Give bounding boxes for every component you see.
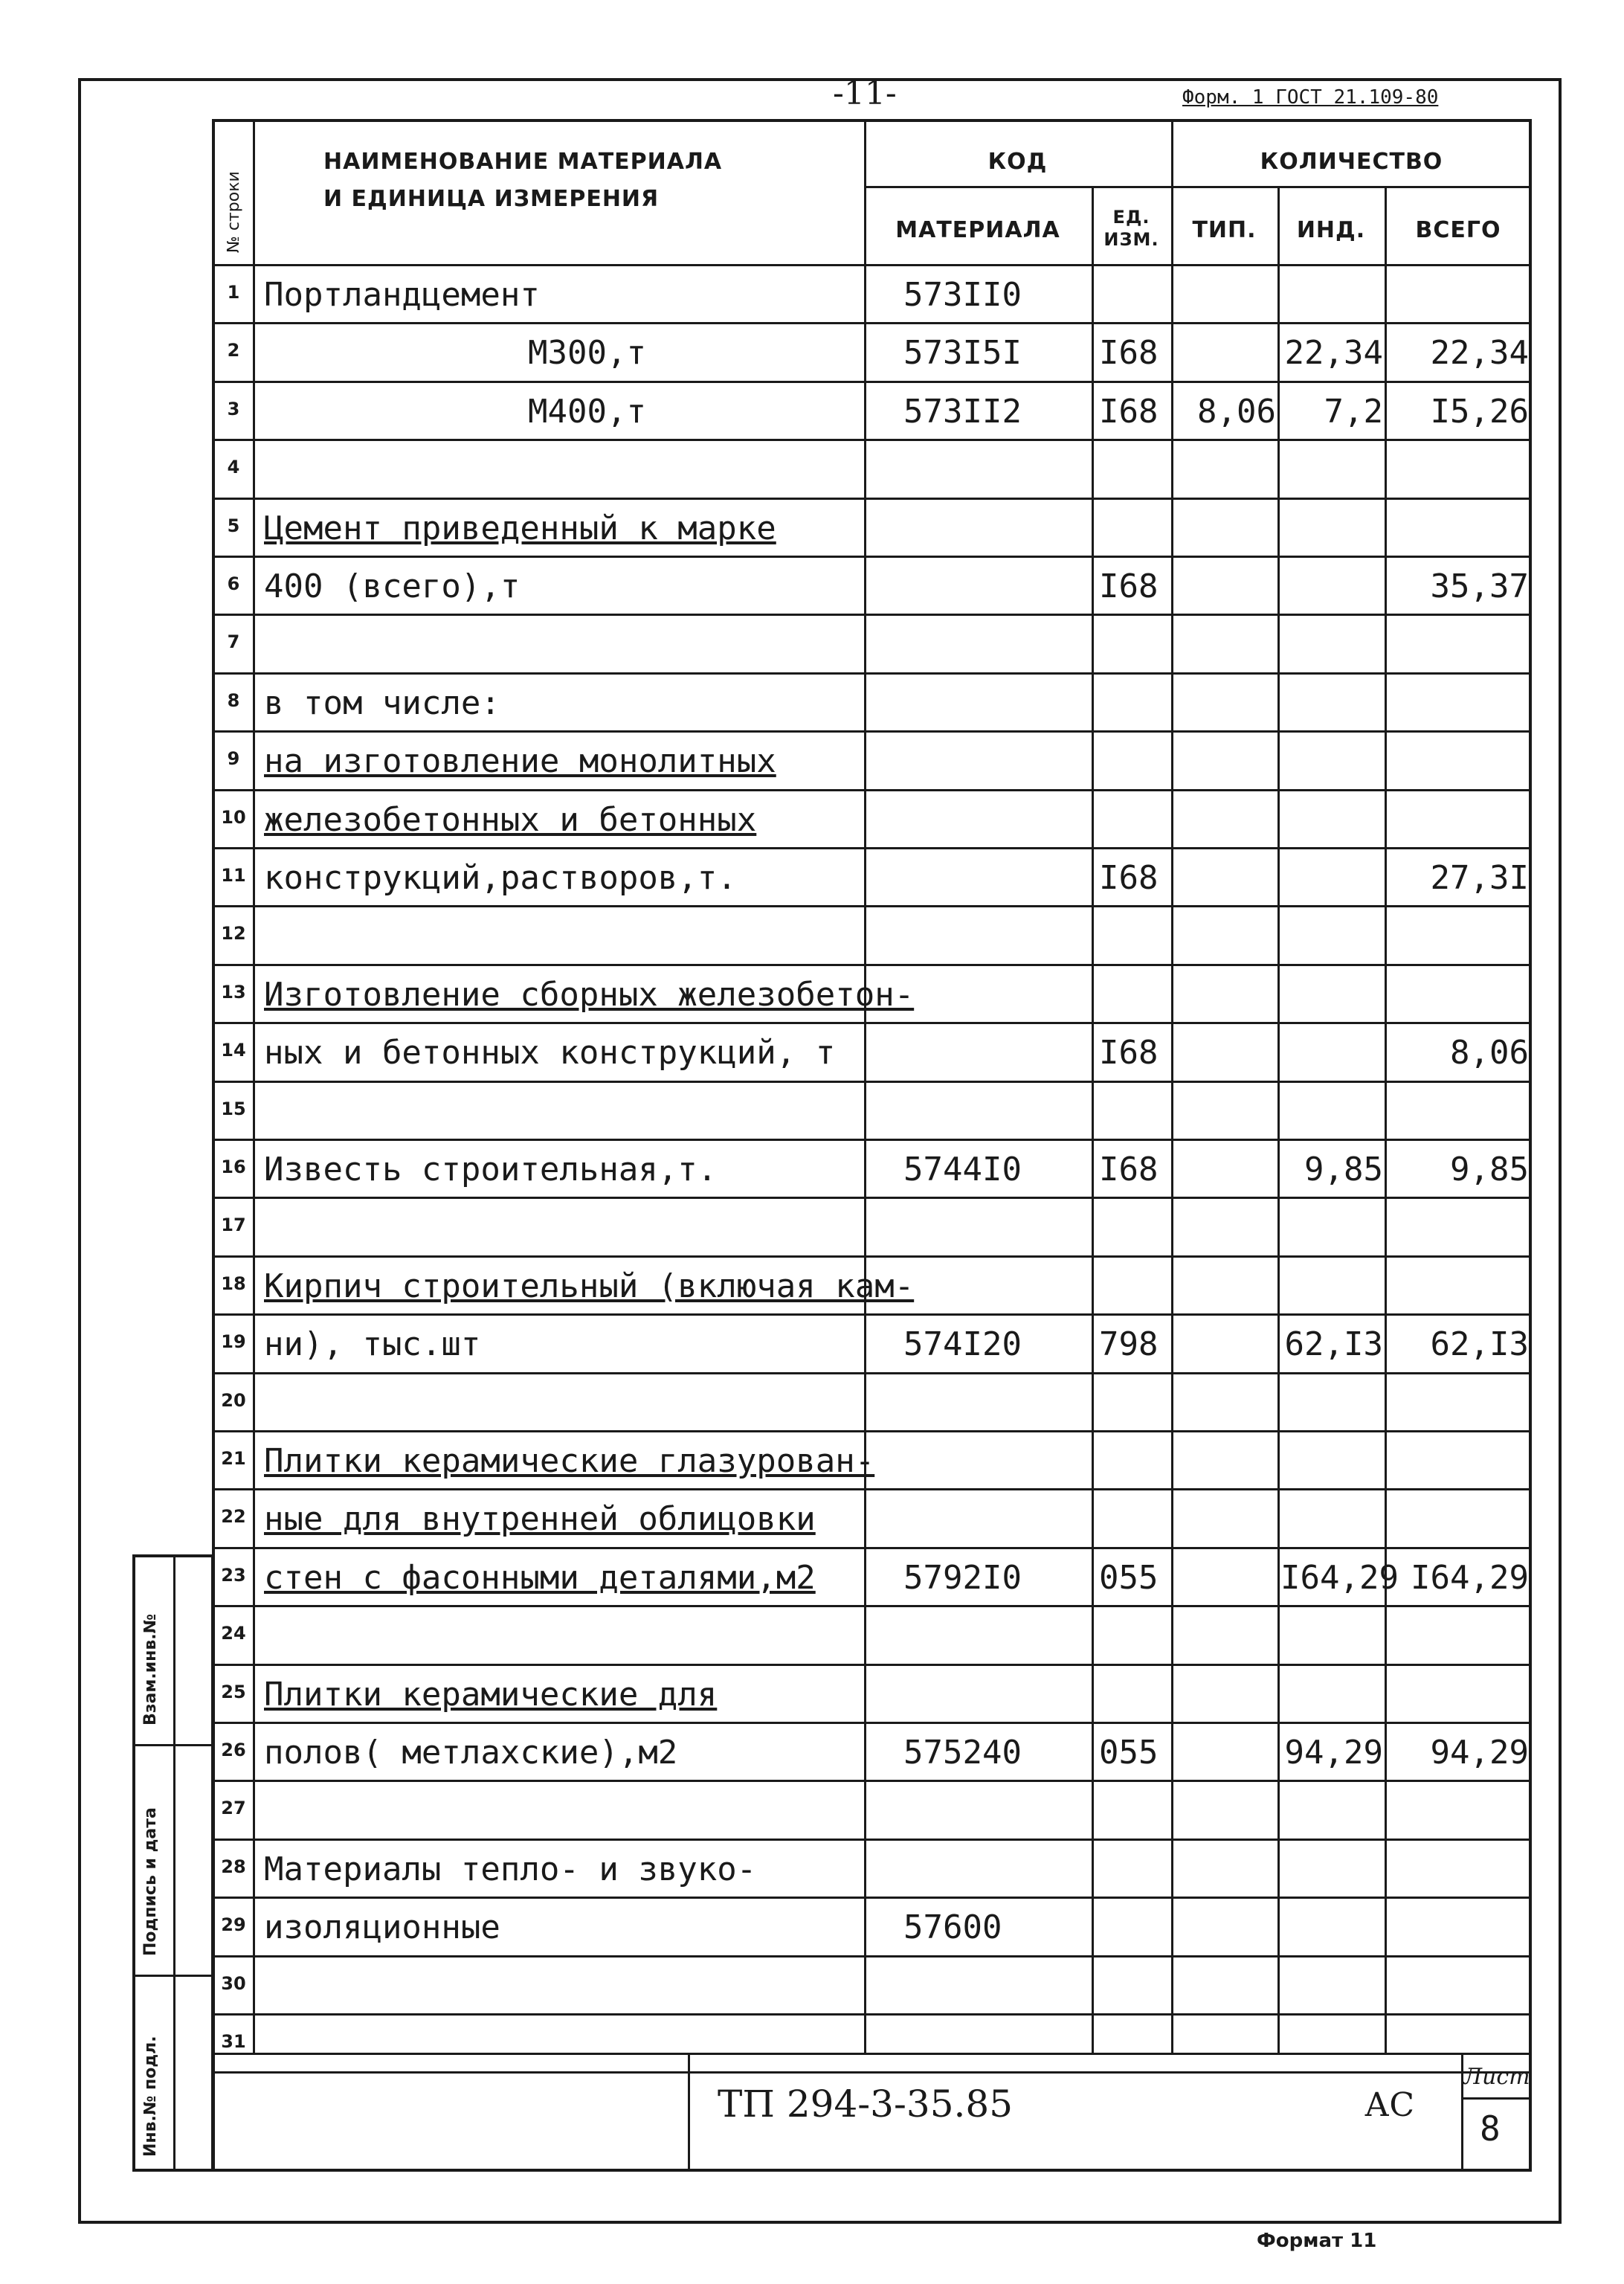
material-name: 400 (всего),т xyxy=(264,567,521,605)
quantity-total: 22,34 xyxy=(1430,334,1529,373)
table-row xyxy=(0,614,1624,672)
row-number: 31 xyxy=(221,2031,246,2052)
material-name: железобетонных и бетонных xyxy=(264,800,757,839)
side-stamp-replace-inv: Взам.инв.№ xyxy=(141,1613,160,1725)
table-row xyxy=(0,1313,1624,1371)
material-name: полов( метлахские),м2 xyxy=(264,1734,678,1772)
table-row xyxy=(0,1372,1624,1430)
table-row xyxy=(0,1139,1624,1197)
material-name: конструкций,растворов,т. xyxy=(264,859,737,897)
material-name: в том числе: xyxy=(264,683,500,722)
header-name-line1: НАИМЕНОВАНИЕ МАТЕРИАЛА xyxy=(323,149,723,175)
row-number: 15 xyxy=(221,1098,246,1119)
material-name: стен с фасонными деталями,м2 xyxy=(264,1558,816,1597)
row-number: 28 xyxy=(221,1856,246,1877)
row-number: 10 xyxy=(221,806,246,828)
row-number: 16 xyxy=(221,1157,246,1177)
row-number: 4 xyxy=(227,457,240,478)
document-code: ТП 294-3-35.85 xyxy=(718,2082,1014,2126)
material-name: Цемент приведенный к марке xyxy=(264,509,776,547)
header-quantity: КОЛИЧЕСТВО xyxy=(1260,149,1443,175)
material-name: ных и бетонных конструкций, т xyxy=(264,1034,836,1072)
table-row xyxy=(0,2013,1624,2071)
row-number: 13 xyxy=(221,981,246,1003)
quantity-total: 35,37 xyxy=(1430,567,1529,605)
title-block-sheet-line xyxy=(1461,2097,1532,2100)
quantity-total: 9,85 xyxy=(1450,1151,1529,1188)
table-row xyxy=(0,556,1624,614)
quantity-ind: 7,2 xyxy=(1324,392,1383,431)
row-number: 3 xyxy=(227,398,240,419)
table-row xyxy=(0,1081,1624,1139)
table-row xyxy=(0,1430,1624,1488)
table-row xyxy=(0,730,1624,788)
table-row xyxy=(0,439,1624,497)
material-name: Портландцемент xyxy=(264,276,540,314)
material-name: Изготовление сборных железобетон- xyxy=(264,975,915,1014)
row-number: 22 xyxy=(221,1506,246,1528)
table-row xyxy=(0,381,1624,439)
row-number: 9 xyxy=(227,748,240,770)
side-stamp-divider xyxy=(173,1554,175,2172)
side-stamp-sign-date: Подпись и дата xyxy=(141,1807,160,1956)
material-name: ни), тыс.шт xyxy=(264,1325,481,1364)
material-code: 575240 xyxy=(903,1734,1022,1772)
row-number: 8 xyxy=(227,689,240,711)
header-typ: ТИП. xyxy=(1192,217,1257,243)
header-code: КОД xyxy=(987,149,1048,175)
unit-code: I68 xyxy=(1099,392,1159,431)
table-row xyxy=(0,264,1624,322)
quantity-total: 8,06 xyxy=(1450,1034,1529,1072)
unit-code: I68 xyxy=(1099,859,1159,897)
header-total: ВСЕГО xyxy=(1415,217,1501,243)
row-number: 30 xyxy=(221,1972,246,1994)
table-row xyxy=(0,322,1624,380)
header-name-line2: И ЕДИНИЦА ИЗМЕРЕНИЯ xyxy=(323,186,660,212)
table-row xyxy=(0,1605,1624,1663)
unit-code: 798 xyxy=(1099,1325,1159,1364)
title-block-top xyxy=(212,2053,1532,2055)
row-number: 21 xyxy=(221,1448,246,1469)
table-row xyxy=(0,1839,1624,1897)
sheet-number: 8 xyxy=(1480,2108,1501,2149)
unit-code: I68 xyxy=(1099,1151,1159,1188)
row-number: 19 xyxy=(221,1331,246,1353)
table-row xyxy=(0,1255,1624,1313)
table-row xyxy=(0,1897,1624,1955)
unit-code: I68 xyxy=(1099,1034,1159,1072)
row-number: 26 xyxy=(221,1740,246,1760)
quantity-ind: 9,85 xyxy=(1304,1151,1383,1188)
row-number: 5 xyxy=(227,515,240,536)
material-code: 5744I0 xyxy=(903,1151,1022,1188)
table-row xyxy=(0,1955,1624,2013)
material-name: Материалы тепло- и звуко- xyxy=(264,1850,757,1888)
row-number: 6 xyxy=(227,573,240,594)
material-name: М300,т xyxy=(528,334,646,373)
title-block-divider xyxy=(688,2053,690,2172)
row-number: 25 xyxy=(221,1681,246,1702)
table-row xyxy=(0,672,1624,730)
row-number: 11 xyxy=(221,865,246,886)
document-mark: АС xyxy=(1364,2086,1414,2124)
page-number: -11- xyxy=(833,74,897,112)
quantity-typ: 8,06 xyxy=(1197,392,1276,431)
header-ind: ИНД. xyxy=(1296,217,1366,243)
material-name: М400,т xyxy=(528,392,646,431)
table-row xyxy=(0,964,1624,1022)
row-number: 29 xyxy=(221,1914,246,1936)
quantity-total: 94,29 xyxy=(1430,1734,1529,1772)
row-number: 14 xyxy=(221,1040,246,1061)
table-row xyxy=(0,789,1624,847)
quantity-ind: 62,I3 xyxy=(1284,1325,1383,1364)
header-unit-line1: ЕД. xyxy=(1112,207,1150,228)
table-row xyxy=(0,905,1624,963)
quantity-ind: 22,34 xyxy=(1284,334,1383,373)
row-number: 27 xyxy=(221,1798,246,1819)
row-number: 23 xyxy=(221,1564,246,1586)
row-number: 12 xyxy=(221,923,246,945)
quantity-total: I64,29 xyxy=(1411,1558,1529,1597)
format-note: Формат 11 xyxy=(1257,2230,1377,2252)
quantity-total: 27,3I xyxy=(1430,859,1529,897)
header-row-number: № строки xyxy=(225,171,243,253)
table-row xyxy=(0,498,1624,556)
material-code: 574I20 xyxy=(903,1325,1022,1364)
material-code: 573II2 xyxy=(903,392,1022,431)
table-row xyxy=(0,1197,1624,1255)
quantity-ind: 94,29 xyxy=(1284,1734,1383,1772)
unit-code: 055 xyxy=(1099,1558,1159,1597)
table-row xyxy=(0,1547,1624,1605)
table-row xyxy=(0,1022,1624,1080)
material-name: Плитки керамические для xyxy=(264,1675,718,1714)
row-line xyxy=(212,2071,1532,2074)
row-number: 1 xyxy=(227,282,240,303)
material-name: ные для внутренней облицовки xyxy=(264,1500,816,1539)
row-number: 20 xyxy=(221,1389,246,1411)
table-row xyxy=(0,1664,1624,1722)
material-name: изоляционные xyxy=(264,1908,500,1947)
row-number: 2 xyxy=(227,340,240,361)
form-note: Форм. 1 ГОСТ 21.109-80 xyxy=(1182,86,1439,109)
material-name: на изготовление монолитных xyxy=(264,742,776,781)
table-row xyxy=(0,847,1624,905)
table-row xyxy=(0,1780,1624,1838)
material-code: 573II0 xyxy=(903,276,1022,314)
header-sub-line xyxy=(864,186,1532,188)
material-code: 573I5I xyxy=(903,334,1022,373)
material-name: Известь строительная,т. xyxy=(264,1151,718,1188)
row-number: 24 xyxy=(221,1623,246,1644)
material-name: Плитки керамические глазурован- xyxy=(264,1442,875,1480)
material-code: 57600 xyxy=(903,1908,1002,1947)
material-code: 5792I0 xyxy=(903,1558,1022,1597)
row-number: 7 xyxy=(227,631,240,653)
header-unit-line2: ИЗМ. xyxy=(1103,229,1159,250)
quantity-ind: I64,29 xyxy=(1280,1558,1399,1597)
quantity-total: I5,26 xyxy=(1430,392,1529,431)
table-row xyxy=(0,1488,1624,1546)
unit-code: I68 xyxy=(1099,567,1159,605)
quantity-total: 62,I3 xyxy=(1430,1325,1529,1364)
unit-code: 055 xyxy=(1099,1734,1159,1772)
side-stamp-inv-no: Инв.№ подл. xyxy=(141,2036,160,2157)
material-name: Кирпич строительный (включая кам- xyxy=(264,1267,915,1305)
unit-code: I68 xyxy=(1099,334,1159,373)
row-number: 18 xyxy=(221,1273,246,1294)
row-number: 17 xyxy=(221,1215,246,1236)
header-material: МАТЕРИАЛА xyxy=(895,217,1060,243)
table-row xyxy=(0,1722,1624,1780)
sheet-label: Лист xyxy=(1463,2064,1530,2090)
